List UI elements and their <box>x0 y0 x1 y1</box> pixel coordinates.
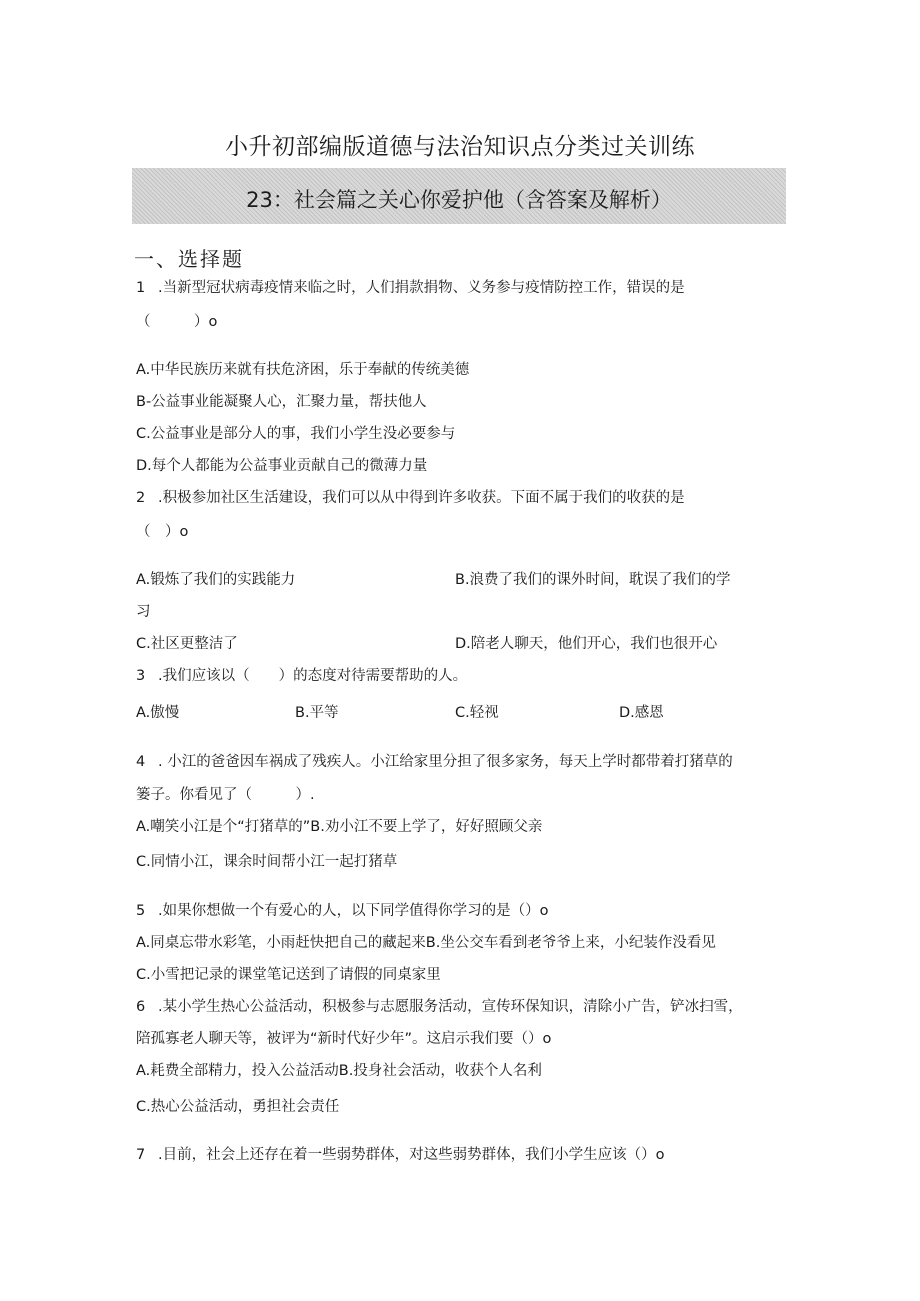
question-3-option-d: D.感恩 <box>619 705 664 721</box>
question-1-option-c: C.公益事业是部分人的事，我们小学生没必要参与 <box>136 426 456 442</box>
question-5-number: 5 <box>136 903 146 919</box>
question-3-number: 3 <box>136 668 146 684</box>
question-5-options-ab: A.同桌忘带水彩笔，小雨赶快把自己的藏起来B.坐公交车看到老爷爷上来，小纪装作没看见 <box>136 935 716 951</box>
question-2-paren: （ ）o <box>136 524 189 540</box>
question-4-number: 4 <box>136 754 146 770</box>
question-2-option-c: C.社区更整洁了 <box>136 636 238 652</box>
question-6-option-c: C.热心公益活动，勇担社会责任 <box>136 1099 340 1115</box>
question-2-stem: 2 .积极参加社区生活建设，我们可以从中得到许多收获。下面不属于我们的收获的是 <box>136 490 685 506</box>
question-7-stem: 7 .目前，社会上还存在着一些弱势群体，对这些弱势群体，我们小学生应该（）o <box>136 1147 665 1163</box>
document-subtitle: 23：社会篇之关心你爱护他（含答案及解析） <box>246 188 672 212</box>
question-4-options-ab: A.嘲笑小江是个“打猪草的”B.劝小江不要上学了，好好照顾父亲 <box>136 819 543 835</box>
question-2-number: 2 <box>136 490 146 506</box>
question-6-stem: 6 .某小学生热心公益活动，积极参与志愿服务活动，宣传环保知识，清除小广告，铲冰扫雪， <box>136 999 743 1015</box>
question-3-stem: 3 .我们应该以（ ）的态度对待需要帮助的人。 <box>136 668 468 684</box>
question-4-option-c: C.同情小江，课余时间帮小江一起打猪草 <box>136 854 398 870</box>
question-1-option-d: D.每个人都能为公益事业贡献自己的微薄力量 <box>136 458 428 474</box>
question-1-number: 1 <box>136 280 146 296</box>
question-4-stem: 4 . 小江的爸爸因车祸成了残疾人。小江给家里分担了很多家务，每天上学时都带着打猪草的 <box>136 754 733 770</box>
question-3-option-c: C.轻视 <box>455 705 499 721</box>
question-3-option-b: B.平等 <box>295 705 339 721</box>
document-title: 小升初部编版道德与法治知识点分类过关训练 <box>225 134 695 160</box>
question-7-number: 7 <box>136 1147 146 1163</box>
question-2-option-d: D.陪老人聊天，他们开心，我们也很开心 <box>455 636 718 652</box>
question-6-stem-continued: 陪孤寡老人聊天等，被评为“新时代好少年”。这启示我们要（）o <box>136 1031 552 1047</box>
question-5-option-c: C.小雪把记录的课堂笔记送到了请假的同桌家里 <box>136 967 441 983</box>
question-1-stem: 1 .当新型冠状病毒疫情来临之时，人们捐款捐物、义务参与疫情防控工作，错误的是 <box>136 280 685 296</box>
question-2-option-a: A.锻炼了我们的实践能力 <box>136 572 296 588</box>
question-2-option-b-continued: 习 <box>136 604 151 620</box>
question-3-option-a: A.傲慢 <box>136 705 180 721</box>
question-5-stem: 5 .如果你想做一个有爱心的人，以下同学值得你学习的是（）o <box>136 903 549 919</box>
question-1-option-b: B-公益事业能凝聚人心，汇聚力量，帮扶他人 <box>136 394 427 410</box>
question-1-paren: （ ）o <box>136 314 218 330</box>
question-4-stem-continued: 篓子。你看见了（ ）. <box>136 787 315 803</box>
question-6-number: 6 <box>136 999 146 1015</box>
question-6-options-ab: A.耗费全部精力，投入公益活动B.投身社会活动，收获个人名利 <box>136 1063 542 1079</box>
question-2-option-b: B.浪费了我们的课外时间，耽误了我们的学 <box>455 572 731 588</box>
question-1-option-a: A.中华民族历来就有扶危济困，乐于奉献的传统美德 <box>136 362 470 378</box>
section-heading: 一、选择题 <box>134 247 244 271</box>
